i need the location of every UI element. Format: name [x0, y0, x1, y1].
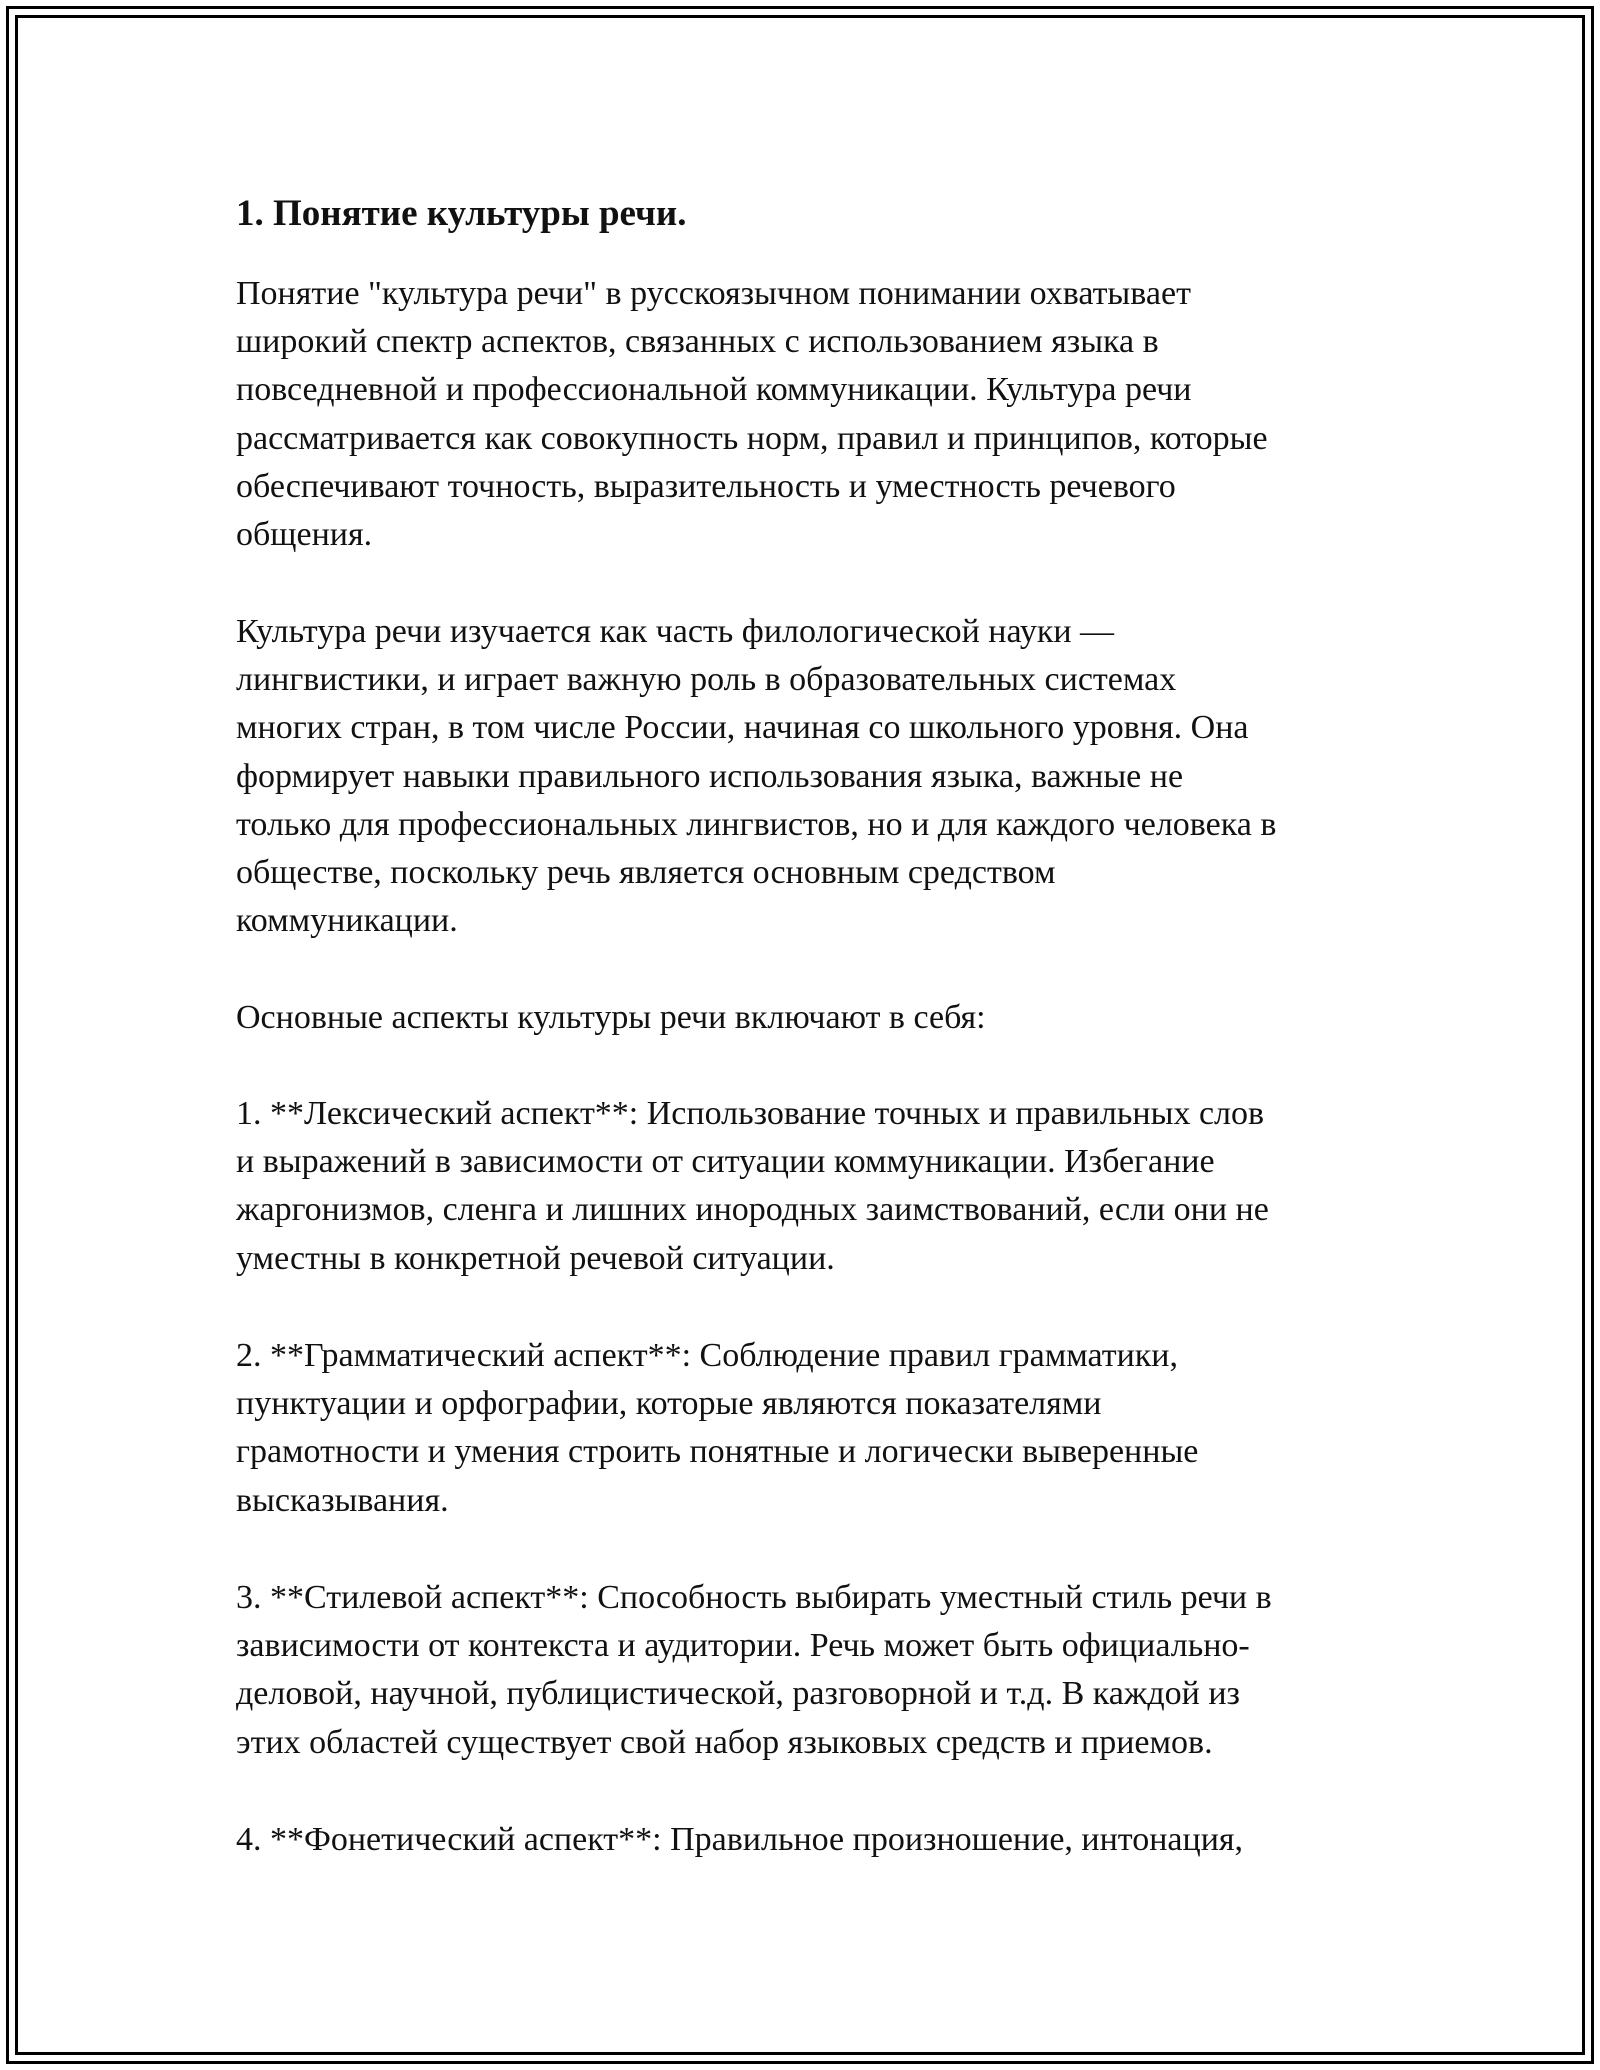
- text-line: 3. **Стилевой аспект**: Способность выбирать уместный стиль речи в: [236, 1579, 1272, 1616]
- text-line: обществе, поскольку речь является основным средством: [236, 854, 1056, 892]
- text-line: 2. **Грамматический аспект**: Соблюдение правил грамматики,: [236, 1337, 1179, 1374]
- text-line: грамотности и умения строить понятные и логически выверенные: [236, 1433, 1199, 1471]
- text-line: общения.: [236, 516, 373, 554]
- paragraph-intro: [236, 270, 1268, 559]
- list-item-lexical: [236, 1090, 1269, 1283]
- text-line: Понятие "культура речи" в русскоязычном понимании охватывает: [236, 275, 1191, 312]
- list-item-grammatical: [236, 1332, 1198, 1525]
- text-line: уместны в конкретной речевой ситуации.: [236, 1239, 835, 1277]
- text-line: этих областей существует свой набор языковых средств и приемов.: [236, 1723, 1213, 1761]
- section-heading: 1. Понятие культуры речи.: [236, 193, 687, 234]
- text-line: Культура речи изучается как часть филологической науки —: [236, 613, 1115, 650]
- text-line: обеспечивают точность, выразительность и уместность речевого: [236, 467, 1176, 505]
- text-line: многих стран, в том числе России, начиная со школьного уровня. Она: [236, 709, 1249, 747]
- text-line: пунктуации и орфографии, которые являются показателями: [236, 1385, 1102, 1423]
- text-line: рассматривается как совокупность норм, правил и принципов, которые: [236, 419, 1268, 457]
- text-line: только для профессиональных лингвистов, но и для каждого человека в: [236, 805, 1277, 843]
- text-line: зависимости от контекста и аудитории. Речь может быть официально-: [236, 1627, 1250, 1665]
- text-line: повседневной и профессиональной коммуникации. Культура речи: [236, 371, 1192, 409]
- text-line: формирует навыки правильного использования языка, важные не: [236, 757, 1184, 795]
- text-line: широкий спектр аспектов, связанных с использованием языка в: [236, 323, 1159, 361]
- paragraph-aspects-intro: [236, 994, 986, 1042]
- text-line: высказывания.: [236, 1481, 449, 1519]
- text-line: лингвистики, и играет важную роль в образовательных системах: [236, 661, 1177, 699]
- text-line: и выражений в зависимости от ситуации коммуникации. Избегание: [236, 1143, 1215, 1181]
- text-line: деловой, научной, публицистической, разговорной и т.д. В каждой из: [236, 1675, 1240, 1713]
- text-line: коммуникации.: [236, 902, 458, 940]
- paragraph-philology: [236, 608, 1276, 945]
- text-line: 4. **Фонетический аспект**: Правильное произношение, интонация,: [236, 1821, 1244, 1858]
- text-line: жаргонизмов, сленга и лишних инородных заимствований, если они не: [236, 1191, 1269, 1229]
- list-item-phonetic: [236, 1816, 1243, 1864]
- text-line: 1. **Лексический аспект**: Использование точных и правильных слов: [236, 1095, 1265, 1132]
- list-item-stylistic: [236, 1574, 1272, 1767]
- text-line: Основные аспекты культуры речи включают в себя:: [236, 999, 986, 1036]
